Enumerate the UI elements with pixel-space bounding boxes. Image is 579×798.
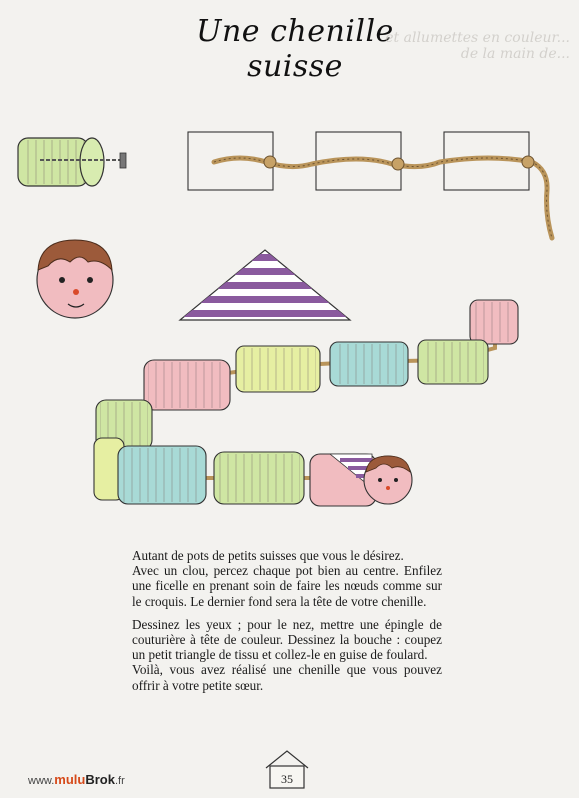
pot-segment: [214, 452, 304, 504]
page-number: 35: [281, 772, 293, 786]
caterpillar-head: [310, 454, 412, 506]
pot-segment: [118, 446, 206, 504]
pot-segment: [418, 340, 488, 384]
watermark: www.muluBrok.fr: [28, 772, 125, 787]
instructions-text: [132, 548, 442, 693]
pot-segment: [144, 360, 230, 410]
face-sketch: [37, 240, 113, 318]
pot-segment: [236, 346, 320, 392]
pot-with-nail-sketch: [18, 138, 126, 186]
pot-segment: [330, 342, 408, 386]
pot-segment: [470, 300, 518, 344]
scarf-triangle: [180, 250, 350, 320]
paragraph: Avec un clou, percez chaque pot bien au centre. Enfilez une ficelle en prenant soin de faire les nœuds comme sur le croquis. Le dernier fond sera la tête de votre chenille.: [132, 563, 442, 609]
paragraph: Dessinez les yeux ; pour le nez, mettre une épingle de couturière à tête de couleur. Dessinez la bouche : coupez un petit triangle de tissu et collez-le en guise de foulard.: [132, 616, 442, 663]
bleed-through-text: et allumettes en couleur... de la main de...: [385, 30, 570, 62]
paragraph: Voilà, vous avez réalisé une chenille que vous pouvez offrir à votre petite sœur.: [132, 662, 442, 693]
knot-diagram: [188, 132, 552, 238]
page-title: Une chenille suisse: [196, 14, 394, 84]
caterpillar: [94, 300, 518, 506]
paragraph: Autant de pots de petits suisses que vous le désirez.: [132, 548, 404, 563]
